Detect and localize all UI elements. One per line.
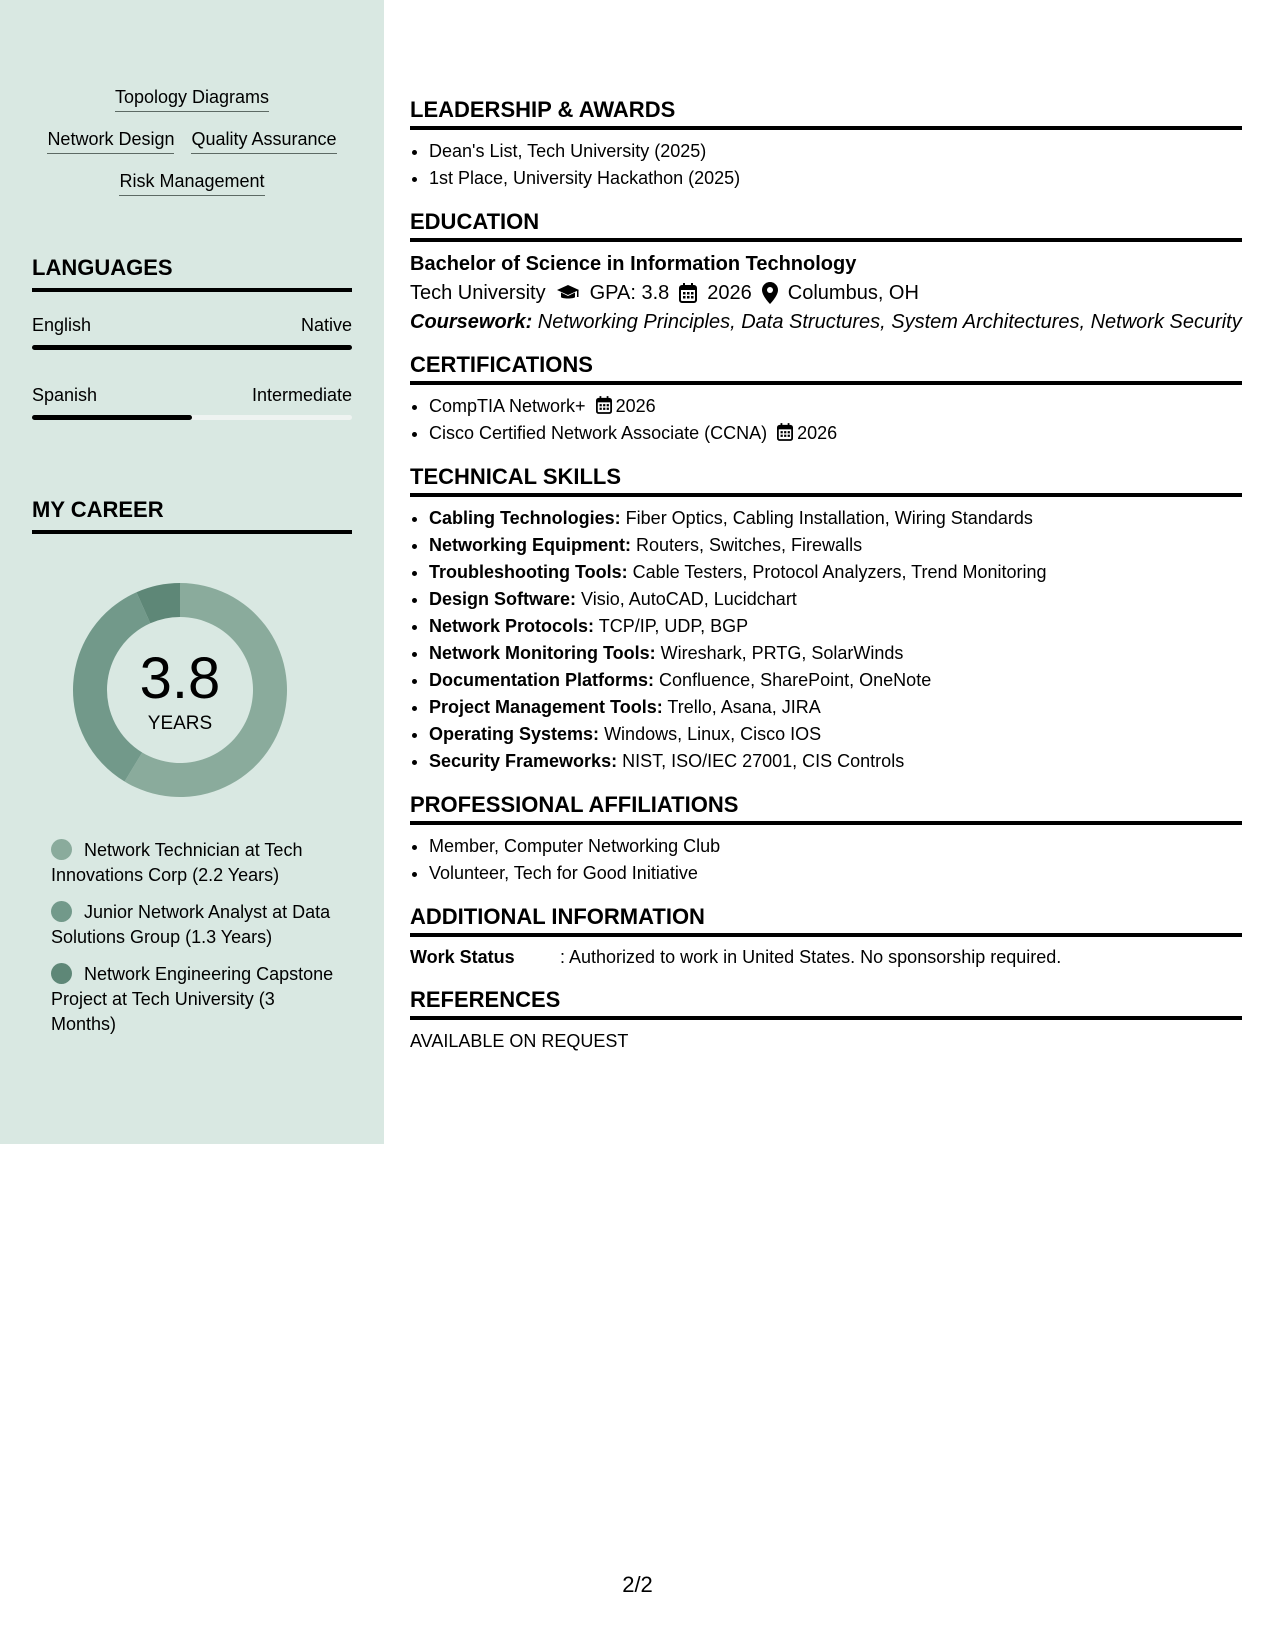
technical-skills-section [410,463,1242,775]
skill-item [429,505,1242,532]
graduation-cap-icon [556,284,580,302]
list-item: • Member, Computer Networking Club [429,833,1242,860]
skill-label: Project Management Tools: [429,697,663,717]
skill-item [429,640,1242,667]
skill-item [429,613,1242,640]
coursework-list: Networking Principles, Data Structures, System Architectures, Network Security [532,311,1242,333]
work-status-value: : Authorized to work in United States. No sponsorship required. [560,947,1062,967]
language-bar [32,415,352,420]
skill-item [429,694,1242,721]
skill-label: Documentation Platforms: [429,670,655,690]
sidebar [0,0,384,1144]
gpa: GPA: 3.8 [589,282,670,304]
skill-tag: Risk Management [119,170,264,196]
career-legend [51,838,341,1049]
section-heading: LEADERSHIP & AWARDS [410,96,1242,130]
additional-info-section [410,903,1242,970]
career-heading: MY CAREER [32,496,352,534]
list-item: • Volunteer, Tech for Good Initiative [429,860,1242,887]
page-number: 2/2 [622,1572,653,1597]
skill-label: Operating Systems: [429,724,600,744]
skill-label: Troubleshooting Tools: [429,562,628,582]
tag-row [32,86,352,112]
career-item [51,900,341,950]
career-item [51,962,341,1037]
career-total: 3.8 [139,646,221,711]
career-unit: YEARS [147,713,213,734]
skill-value: Cable Testers, Protocol Analyzers, Trend Monitoring [627,562,1047,582]
affiliations-section [410,791,1242,887]
references-text: AVAILABLE ON REQUEST [410,1031,629,1051]
work-status-label: Work Status [410,947,515,967]
legend-dot [51,901,72,922]
language-spanish [32,384,352,420]
skill-value: Windows, Linux, Cisco IOS [599,724,822,744]
skill-value: TCP/IP, UDP, BGP [594,616,749,636]
cert-name: Cisco Certified Network Associate (CCNA) [429,423,768,443]
skill-label: Cabling Technologies: [429,508,621,528]
certifications-section [410,351,1242,447]
skill-tags [32,86,352,212]
list-item [429,393,1242,420]
school-name: Tech University [410,282,546,304]
languages-heading: LANGUAGES [32,254,352,292]
section-heading: ADDITIONAL INFORMATION [410,903,1242,937]
legend-dot [51,963,72,984]
calendar-icon [679,283,697,303]
skill-item [429,721,1242,748]
main-content [410,96,1242,1070]
skill-label: Network Protocols: [429,616,595,636]
skill-value: Visio, AutoCAD, Lucidchart [576,589,797,609]
skill-item [429,559,1242,586]
calendar-icon [777,420,793,447]
career-item-text: Network Technician at Tech Innovations Corp (2.2 Years) [51,840,303,885]
education-section [410,208,1242,335]
section-heading: EDUCATION [410,208,1242,242]
skill-label: Security Frameworks: [429,751,618,771]
skill-value: Fiber Optics, Cabling Installation, Wiring Standards [620,508,1033,528]
career-item-text: Junior Network Analyst at Data Solutions Group (1.3 Years) [51,902,331,947]
section-heading: CERTIFICATIONS [410,351,1242,385]
skill-item [429,586,1242,613]
skill-value: Routers, Switches, Firewalls [631,535,863,555]
skill-value: NIST, ISO/IEC 27001, CIS Controls [617,751,905,771]
legend-dot [51,839,72,860]
list-item: • 1st Place, University Hackathon (2025) [429,165,1242,192]
cert-year: 2026 [615,396,656,416]
skill-tag: Quality Assurance [191,128,336,154]
section-heading: PROFESSIONAL AFFILIATIONS [410,791,1242,825]
tag-row [32,170,352,196]
section-heading: TECHNICAL SKILLS [410,463,1242,497]
cert-year: 2026 [797,423,838,443]
skill-item [429,748,1242,775]
language-name: English [32,315,92,335]
language-level: Native [300,315,352,335]
skill-label: Design Software: [429,589,577,609]
language-bar-fill [32,415,192,420]
degree-title: Bachelor of Science in Information Technology [410,253,857,275]
skill-label: Network Monitoring Tools: [429,643,656,663]
skill-label: Networking Equipment: [429,535,631,555]
skill-item [429,532,1242,559]
language-name: Spanish [32,385,98,405]
leadership-section [410,96,1242,192]
graduation-year: 2026 [707,282,752,304]
tag-row [32,128,352,154]
cert-name: CompTIA Network+ [429,396,586,416]
education-details [410,278,1242,308]
list-item [429,420,1242,447]
calendar-icon [596,393,612,420]
career-item [51,838,341,888]
language-level: Intermediate [251,385,352,405]
map-pin-icon [762,282,778,304]
career-donut-chart [66,576,294,804]
list-item: • Dean's List, Tech University (2025) [429,138,1242,165]
section-heading: REFERENCES [410,986,1242,1020]
skill-value: Trello, Asana, JIRA [662,697,821,717]
skill-tag: Network Design [47,128,174,154]
skill-tag: Topology Diagrams [115,86,269,112]
language-bar-fill [32,345,352,350]
skill-value: Wireshark, PRTG, SolarWinds [655,643,904,663]
skill-item [429,667,1242,694]
coursework [410,310,1242,335]
language-bar [32,345,352,350]
references-section [410,986,1242,1054]
work-status-row [410,945,1242,970]
coursework-label: Coursework: [410,311,533,333]
career-item-text: Network Engineering Capstone Project at Tech University (3 Months) [51,964,334,1034]
language-english [32,314,352,350]
location: Columbus, OH [787,282,919,304]
skill-value: Confluence, SharePoint, OneNote [654,670,932,690]
